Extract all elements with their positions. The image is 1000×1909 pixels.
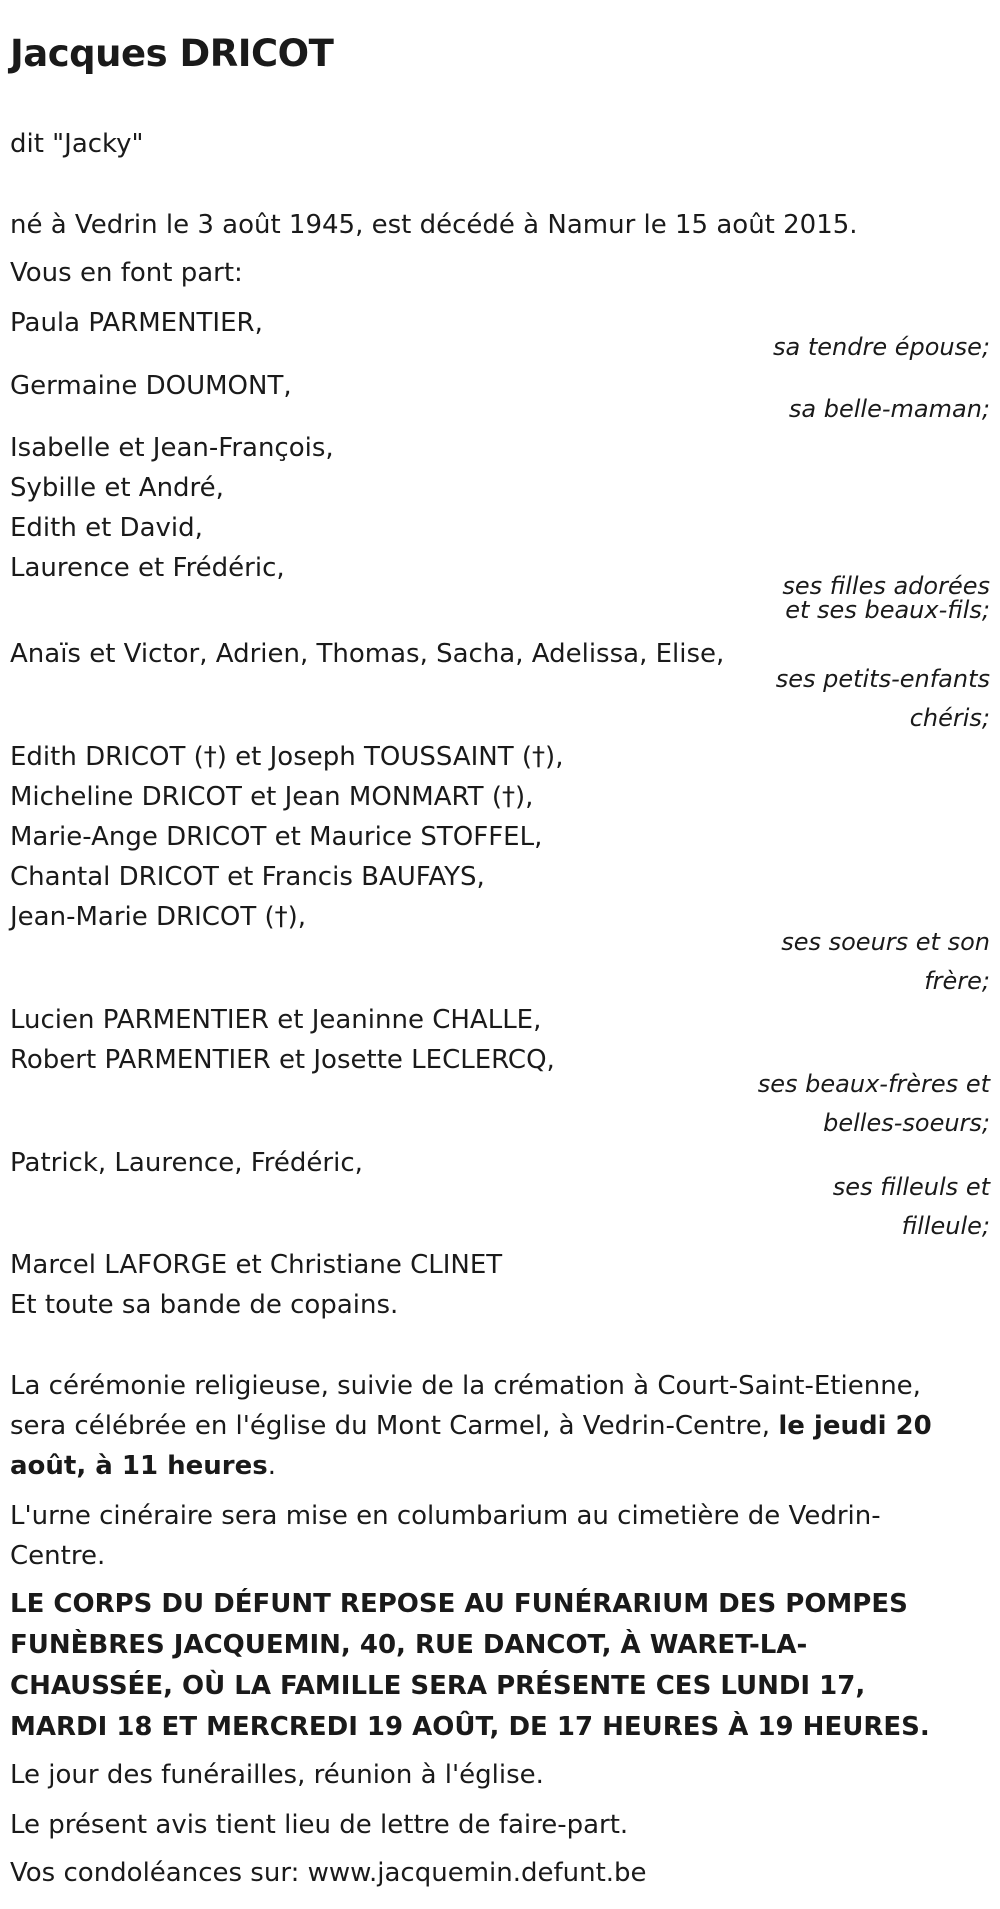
condolences-line: Vos condoléances sur: www.jacquemin.defunt.be xyxy=(10,1858,647,1888)
meeting-line: Le jour des funérailles, réunion à l'église. xyxy=(10,1760,544,1790)
spouse-name: Paula PARMENTIER, xyxy=(10,308,263,338)
in-laws-role-line: ses beaux-frères et xyxy=(757,1070,990,1098)
spouse-role: sa tendre épouse; xyxy=(773,333,990,361)
siblings-role-line: ses soeurs et son xyxy=(781,928,990,956)
urn-paragraph: L'urne cinéraire sera mise en columbarium au cimetière de Vedrin-Centre. xyxy=(10,1501,881,1571)
friends-line: Et toute sa bande de copains. xyxy=(10,1290,399,1320)
sibling-line: Edith DRICOT (†) et Joseph TOUSSAINT (†), xyxy=(10,742,564,772)
funerarium-paragraph: LE CORPS DU DÉFUNT REPOSE AU FUNÉRARIUM DES POMPES FUNÈBRES JACQUEMIN, 40, RUE DANCOT, À WARET-LA-CHAUSSÉE, OÙ LA FAMILLE SERA PRÉSENTE CES LUNDI 17, MARDI 18 ET MERCREDI 19 AOÛT, DE 17 HEURES À 19 HEURES. xyxy=(10,1589,930,1742)
daughter-line: Laurence et Frédéric, xyxy=(10,553,285,583)
grandchildren-role-line: chéris; xyxy=(909,704,990,732)
sibling-line: Marie-Ange DRICOT et Maurice STOFFEL, xyxy=(10,822,543,852)
godchildren-role-line: ses filleuls et xyxy=(832,1173,990,1201)
godchildren-role-line: filleule; xyxy=(901,1212,990,1240)
friends-line: Marcel LAFORGE et Christiane CLINET xyxy=(10,1250,503,1280)
mother-in-law-role: sa belle-maman; xyxy=(788,395,990,423)
in-laws-role-line: belles-soeurs; xyxy=(823,1109,990,1137)
intro-line: Vous en font part: xyxy=(10,258,243,288)
sibling-line: Micheline DRICOT et Jean MONMART (†), xyxy=(10,782,534,812)
deceased-name: Jacques DRICOT xyxy=(10,32,334,75)
mother-in-law-name: Germaine DOUMONT, xyxy=(10,371,292,401)
daughters-role-line: et ses beaux-fils; xyxy=(785,596,990,624)
grandchildren-role-line: ses petits-enfants xyxy=(775,665,990,693)
daughter-line: Edith et David, xyxy=(10,513,203,543)
in-law-line: Lucien PARMENTIER et Jeaninne CHALLE, xyxy=(10,1005,542,1035)
ceremony-end: . xyxy=(267,1451,276,1481)
daughter-line: Isabelle et Jean-François, xyxy=(10,433,334,463)
sibling-line: Chantal DRICOT et Francis BAUFAYS, xyxy=(10,862,485,892)
grandchildren-names: Anaïs et Victor, Adrien, Thomas, Sacha, Adelissa, Elise, xyxy=(10,639,725,669)
daughters-role-line: ses filles adorées xyxy=(782,572,990,600)
godchildren-names: Patrick, Laurence, Frédéric, xyxy=(10,1148,363,1178)
daughter-line: Sybille et André, xyxy=(10,473,224,503)
ceremony-date: le jeudi 20 août, à 11 heures xyxy=(10,1411,932,1481)
notice-line: Le présent avis tient lieu de lettre de faire-part. xyxy=(10,1810,629,1840)
in-law-line: Robert PARMENTIER et Josette LECLERCQ, xyxy=(10,1045,555,1075)
ceremony-text: La cérémonie religieuse, suivie de la crémation à Court-Saint-Etienne, sera célébrée en l'église du Mont Carmel, à Vedrin-Centre, xyxy=(10,1371,921,1441)
birth-death-line: né à Vedrin le 3 août 1945, est décédé à Namur le 15 août 2015. xyxy=(10,210,858,240)
sibling-line: Jean-Marie DRICOT (†), xyxy=(10,902,307,932)
siblings-role-line: frère; xyxy=(924,967,990,995)
ceremony-paragraph xyxy=(10,1366,970,1486)
nickname: dit "Jacky" xyxy=(10,129,144,159)
